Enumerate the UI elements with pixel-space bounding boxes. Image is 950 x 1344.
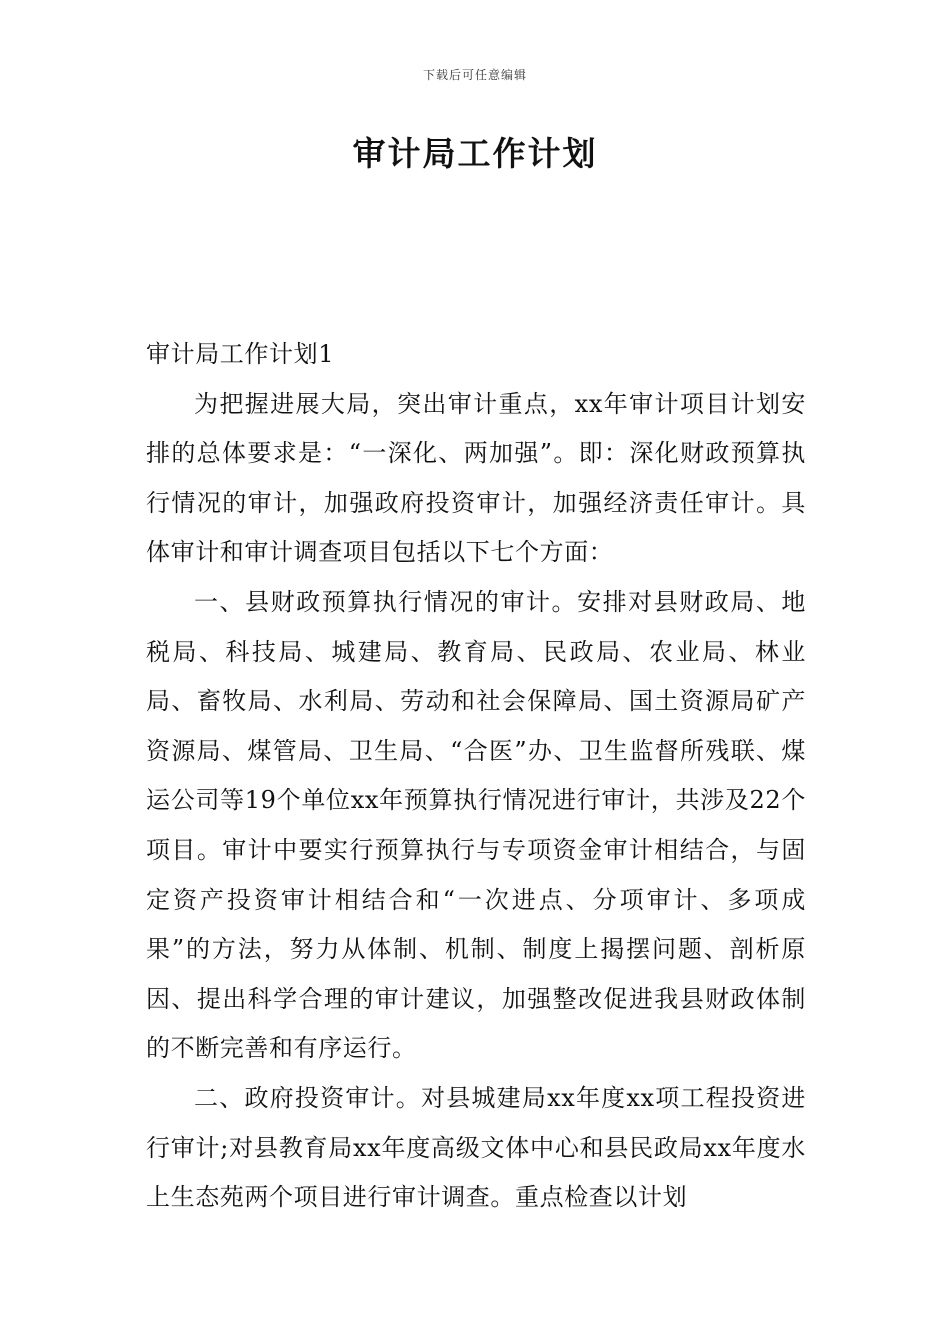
section-heading: 审计局工作计划1 — [146, 340, 335, 368]
paragraph-item-2: 二、政府投资审计。对县城建局xx年度xx项工程投资进行审计;对县教育局xx年度高级文体中心和县民政局xx年度水上生态苑两个项目进行审计调查。重点检查以计划 — [146, 1083, 806, 1212]
page-title: 审计局工作计划 — [352, 134, 598, 173]
paragraph-item-1: 一、县财政预算执行情况的审计。安排对县财政局、地税局、科技局、城建局、教育局、民政局、农业局、林业局、畜牧局、水利局、劳动和社会保障局、国土资源局矿产资源局、煤管局、卫生局、“合医”办、卫生监督所残联、煤运公司等19个单位xx年预算执行情况进行审计，共涉及22个项目。审计中要实行预算执行与专项资金审计相结合，与固定资产投资审计相结合和“一次进点、分项审计、多项成果”的方法，努力从体制、机制、制度上揭摆问题、剖析原因、提出科学合理的审计建议，加强整改促进我县财政体制的不断完善和有序运行。 — [146, 587, 806, 1063]
header-note: 下载后可任意编辑 — [422, 68, 527, 82]
document-body — [146, 330, 806, 1223]
paragraph-intro: 为把握进展大局，突出审计重点，xx年审计项目计划安排的总体要求是：“一深化、两加强”。即：深化财政预算执行情况的审计，加强政府投资审计，加强经济责任审计。具体审计和审计调查项目包括以下七个方面： — [146, 389, 806, 567]
